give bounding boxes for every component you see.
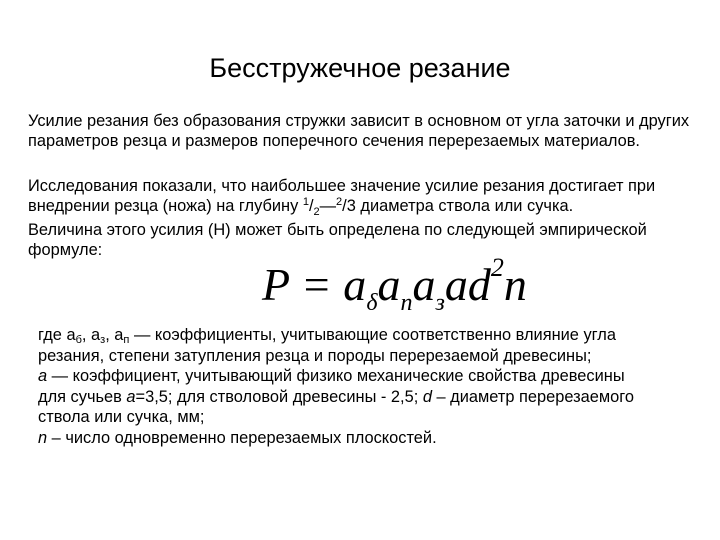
fraction-numerator: 1: [302, 196, 309, 208]
legend-sub-p: п: [123, 334, 130, 346]
legend-var-d: d: [422, 387, 432, 406]
legend-values-1: для сучьев: [38, 387, 127, 406]
legend-var-a2: а: [126, 387, 136, 406]
fraction-denominator: 2: [313, 206, 320, 218]
fraction2-numerator: 2: [336, 196, 343, 208]
legend-var-n: n: [38, 428, 48, 447]
legend-a-desc: — коэффициент, учитывающий физико механические свойства древесины: [47, 367, 625, 386]
legend-sep-1: , a: [81, 326, 101, 344]
legend-line-5: ствола или сучка, мм;: [38, 408, 205, 427]
legend-line-n: [38, 428, 713, 449]
legend-line-2: резания, степени затупления резца и породы перерезаемой древесины;: [38, 346, 592, 365]
legend-sub-z: з: [100, 334, 106, 346]
formula-ad: ad: [444, 259, 491, 310]
formula-sub-z: з: [435, 290, 445, 316]
formula-legend: [38, 325, 713, 449]
legend-coeff-desc: — коэффициенты, учитывающие соответственно влияние угла: [129, 326, 616, 344]
paragraph-research-end: диаметра ствола или сучка.: [355, 197, 574, 215]
formula-n: n: [503, 259, 527, 310]
formula-sub-n: n: [400, 290, 413, 316]
formula-a-n: a: [377, 259, 401, 310]
legend-sep-2: , a: [105, 326, 124, 344]
legend-lead: где a: [38, 326, 76, 344]
legend-values-2: =3,5; для стволовой древесины - 2,5;: [135, 387, 423, 406]
empirical-formula: [262, 253, 527, 316]
fraction-one-half: $^1/_2$: [302, 196, 320, 218]
legend-n-desc: – число одновременно перерезаемых плоскостей.: [47, 428, 437, 447]
legend-sub-b: б: [75, 334, 82, 346]
legend-line-coefficients: [38, 325, 713, 346]
range-dash: —: [319, 197, 337, 215]
legend-line-values: [38, 387, 713, 408]
legend-var-a: а: [38, 367, 48, 386]
legend-values-3: – диаметр перерезаемого: [431, 387, 634, 406]
formula-exponent: 2: [490, 253, 504, 282]
formula-sub-delta: δ: [366, 290, 378, 316]
legend-line-a: [38, 366, 713, 387]
fraction2-rest: /3: [342, 197, 356, 215]
paragraph-research-text: Исследования показали, что наибольшее значение усилие резания достигает при внедрении резца (ножа) на глубину: [28, 177, 656, 215]
paragraph-research: [28, 176, 708, 216]
paragraph-cutting-force: Усилие резания без образования стружки зависит в основном от угла заточки и других параметров резца и размеров поперечного сечения перерезаемых материалов.: [28, 112, 690, 150]
formula-lhs: P = a: [262, 259, 367, 310]
formula-a-z: a: [412, 259, 436, 310]
paragraph-formula-intro: Величина этого усилия (Н) может быть определена по следующей эмпирической формуле:: [28, 221, 647, 259]
slide-title: Бесстружечное резание: [209, 53, 511, 83]
